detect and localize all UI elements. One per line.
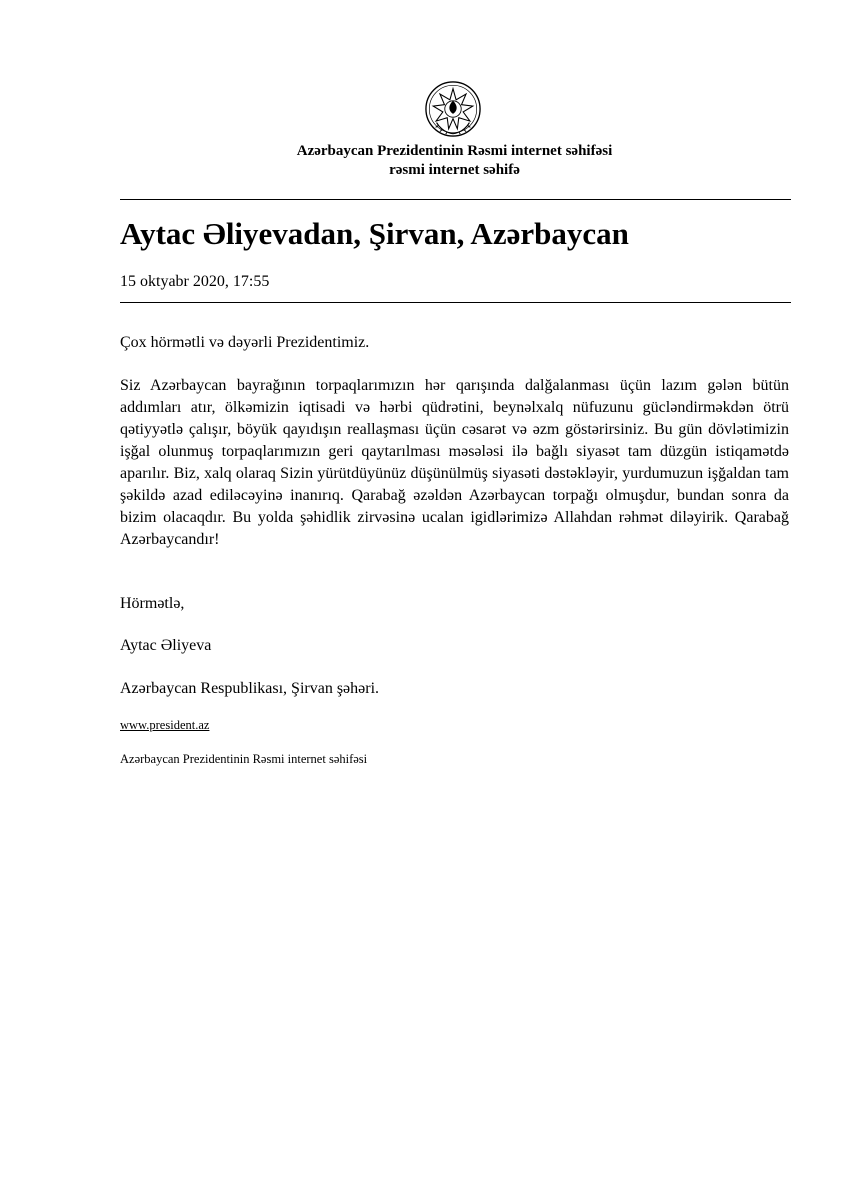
letter-location: Azərbaycan Respublikası, Şirvan şəhəri. (120, 680, 380, 697)
article-date: 15 oktyabr 2020, 17:55 (120, 273, 270, 290)
site-title: Azərbaycan Prezidentinin Rəsmi internet səhifəsi (296, 143, 613, 159)
title-divider (120, 302, 791, 303)
azerbaijan-state-emblem-icon (424, 80, 482, 138)
site-subtitle: rəsmi internet səhifə (389, 162, 520, 178)
article-title: Aytac Əliyevadan, Şirvan, Azərbaycan (120, 216, 629, 251)
header-divider (120, 199, 791, 200)
footer-source: Azərbaycan Prezidentinin Rəsmi internet səhifəsi (120, 752, 368, 766)
letter-author: Aytac Əliyeva (120, 637, 212, 654)
letter-greeting: Çox hörmətli və dəyərli Prezidentimiz. (120, 334, 370, 351)
letter-body: Siz Azərbaycan bayrağının torpaqlarımızın hər qarışında dalğalanması üçün lazım gələn bütün addımları atır, ölkəmizin iqtisadi və hərbi qüdrətini, beynəlxalq nüfuzunu gücləndirməkdən ötrü qətiyyətlə çalışır, böyük qayıdışın reallaşması üçün cəsarət və əzm göstərirsiniz. Bu gün dövlətimizin işğal olunmuş torpaqlarımızın geri qaytarılması məsələsi ilə bağlı siyasət tam düzgün istiqamətdə aparılır. Biz, xalq olaraq Sizin yürütdüyünüz düşünülmüş siyasəti dəstəkləyir, yurdumuzun işğaldan tam şəkildə azad ediləcəyinə inanırıq. Qarabağ əzəldən Azərbaycan torpağı olmuşdur, bundan sonra da bizim olacaqdır. Bu yolda şəhidlik zirvəsinə ucalan igidlərimizə Allahdan rəhmət diləyirik. Qarabağ Azərbaycandır! (120, 377, 789, 548)
letter-regards: Hörmətlə, (120, 595, 185, 612)
website-link[interactable]: www.president.az (120, 718, 210, 732)
